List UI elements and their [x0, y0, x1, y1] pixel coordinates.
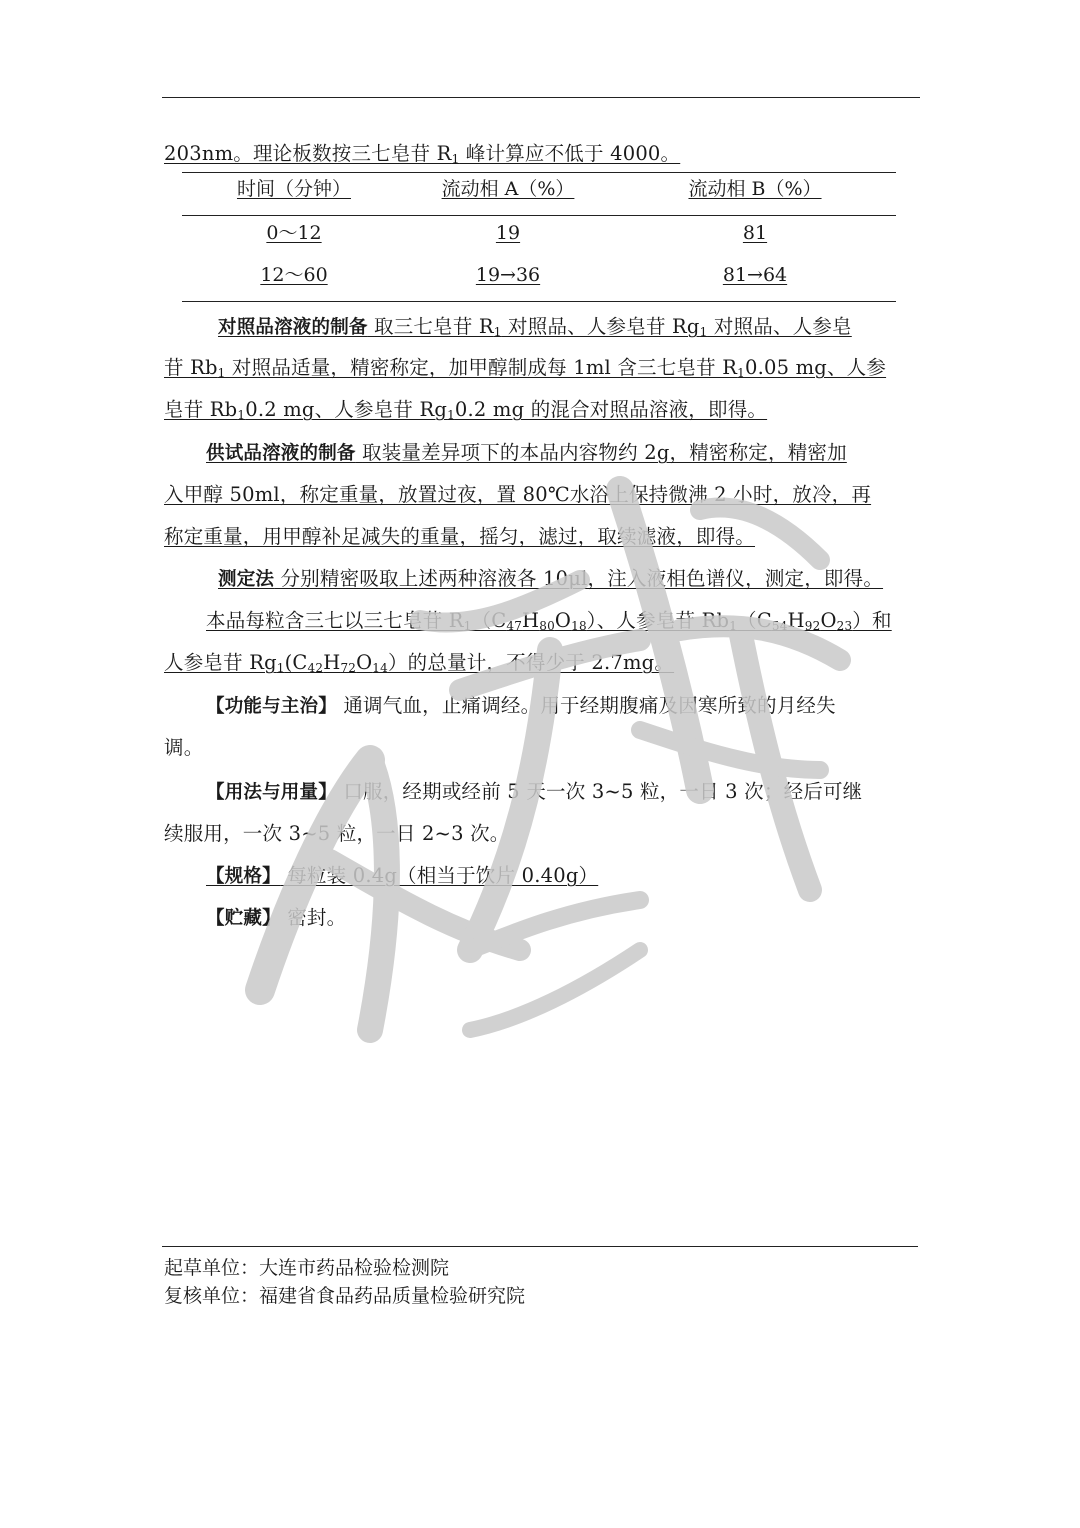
review-unit: 复核单位：福建省食品药品质量检验研究院 — [164, 1285, 526, 1307]
sample-prep-line-2: 入甲醇 50ml，称定重量，放置过夜，置 80℃水浴上保持微沸 2 小时，放冷，再 — [164, 483, 872, 506]
assay-line-1: 测定法 分别精密吸取上述两种溶液各 10μl，注入液相色谱仪，测定，即得。 — [218, 567, 884, 590]
assay-title: 测定法 — [218, 569, 275, 590]
specification-title: 【规格】 — [206, 866, 281, 887]
indications-line-2: 调。 — [164, 736, 204, 759]
table-cell: 81 — [742, 222, 768, 244]
reference-prep-line-3: 皂苷 $Rb_10.2$ mg、人参皂苷 $Rg_10.2$ mg 的混合对照品溶液，即得。 — [164, 398, 768, 422]
table-top-rule — [182, 172, 896, 173]
footer-rule — [162, 1246, 918, 1247]
sample-prep-line-1: 供试品溶液的制备 取装量差异项下的本品内容物约 2g，精密称定，精密加 — [206, 441, 847, 464]
header-rule — [162, 97, 920, 98]
table-cell: 81→64 — [722, 264, 788, 286]
usage-title: 【用法与用量】 — [206, 782, 337, 803]
usage-line-2: 续服用，一次 3~5 粒，一日 2~3 次。 — [164, 822, 510, 845]
reference-prep-line-1: 对照品溶液的制备 取三七皂苷 $R_1$ 对照品、人参皂苷 $Rg_1$ 对照品、人参皂 — [218, 315, 852, 339]
table-header-phase-b: 流动相 B（%） — [688, 178, 822, 200]
table-header-time: 时间（分钟） — [236, 178, 351, 200]
sample-prep-line-3: 称定重量，用甲醇补足减失的重量，摇匀，滤过，取续滤液，即得。 — [164, 525, 756, 548]
storage-line: 【贮藏】 密封。 — [206, 906, 347, 929]
table-bottom-rule — [182, 301, 896, 302]
table-header-phase-a: 流动相 A（%） — [441, 178, 575, 200]
intro-line: 203nm。理论板数按三七皂苷 $R_1$ 峰计算应不低于 4000。 — [164, 142, 681, 166]
table-cell: 19→36 — [475, 264, 541, 286]
indications-line-1: 【功能与主治】 通调气血，止痛调经。用于经期腹痛及因寒所致的月经失 — [206, 694, 836, 717]
sample-prep-title: 供试品溶液的制备 — [206, 443, 356, 464]
reference-prep-title: 对照品溶液的制备 — [218, 317, 368, 338]
indications-title: 【功能与主治】 — [206, 696, 337, 717]
content-limit-line-2: 人参皂苷 $Rg_1(C_{42}H_{72}O_{14})$的总量计，不得少于 2.7mg。 — [164, 651, 675, 675]
table-cell: 12～60 — [260, 264, 328, 286]
content-limit-line-1: 本品每粒含三七以三七皂苷 $R_1(C_{47}H_{80}O_{18})$、人参皂苷 $Rb_1(C_{54}H_{92}O_{23})$和 — [206, 609, 892, 633]
table-cell: 0～12 — [266, 222, 322, 244]
storage-title: 【贮藏】 — [206, 908, 281, 929]
usage-line-1: 【用法与用量】 口服，经期或经前 5 天一次 3~5 粒，一日 3 次；经后可继 — [206, 780, 863, 803]
reference-prep-line-2: 苷 $Rb_1$ 对照品适量，精密称定，加甲醇制成每 1ml 含三七皂苷 $R_10.05$ mg、人参 — [164, 356, 887, 380]
table-cell: 19 — [495, 222, 521, 244]
specification-line: 【规格】 每粒装 0.4g（相当于饮片 0.40g） — [206, 864, 599, 887]
table-header-rule — [182, 215, 896, 216]
drafting-unit: 起草单位：大连市药品检验检测院 — [164, 1257, 450, 1279]
